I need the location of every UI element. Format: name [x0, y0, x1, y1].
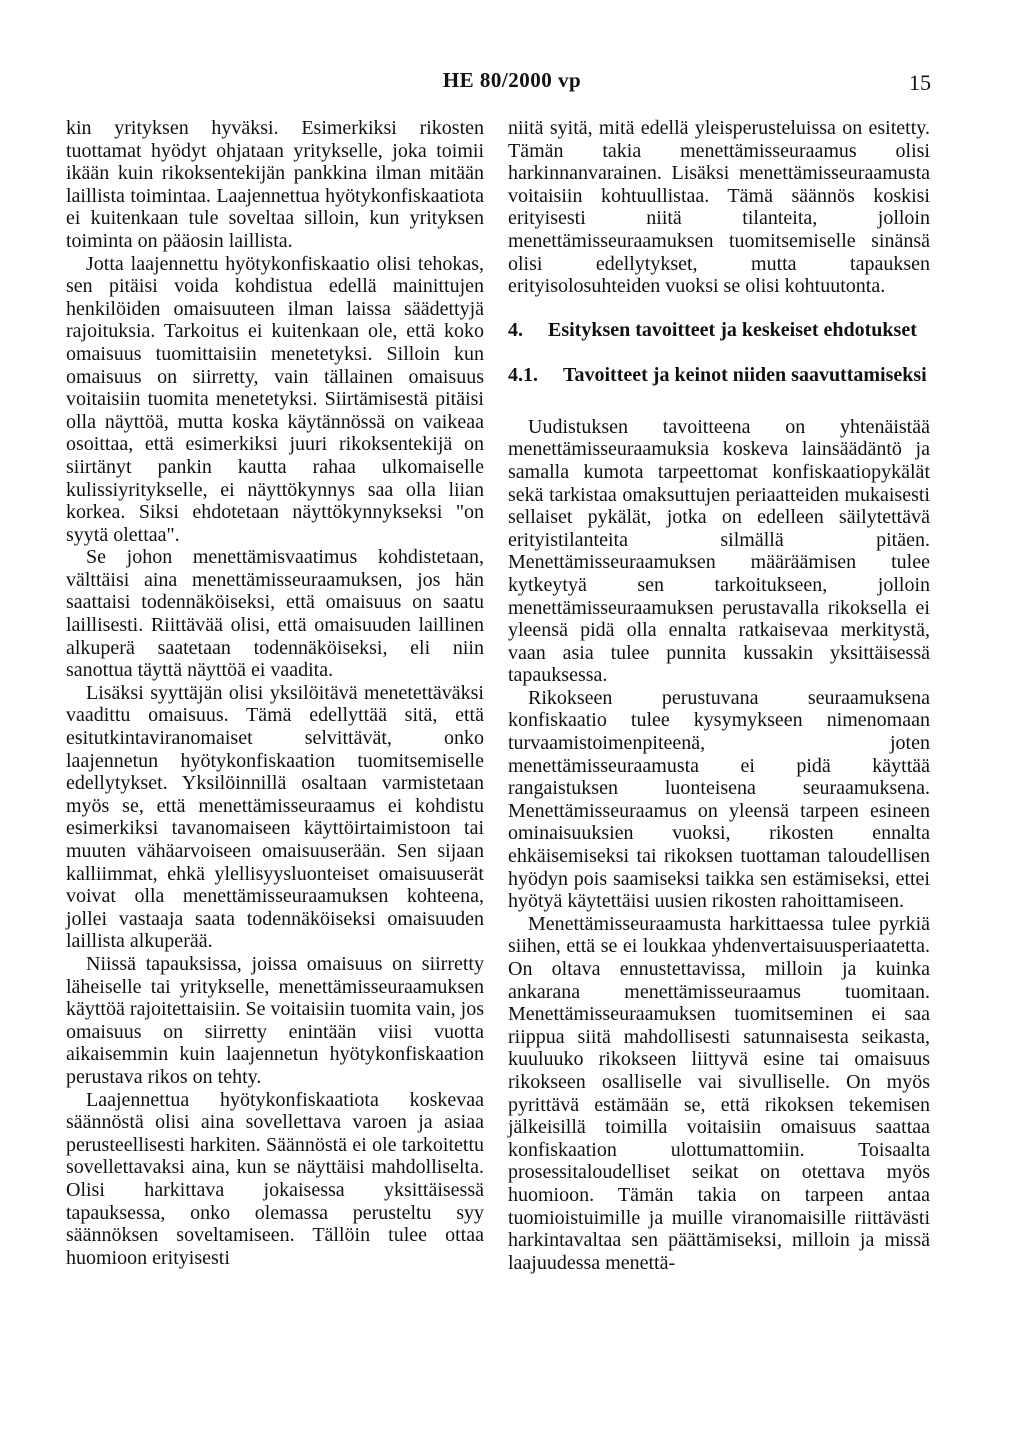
paragraph: Jotta laajennettu hyötykonfiskaatio olisi tehokas, sen pitäisi voida kohdistua edellä mainittujen henkilöiden omaisuuteen ilman laissa säädettyjä rajoituksia. Tarkoitus ei kuitenkaan ole, että koko omaisuus tuomittaisiin menetetyksi. Silloin kun omaisuus on siirretty, vain tällainen omaisuus voitaisiin tuomita menetetyksi. Siirtämisestä pitäisi olla näyttöä, mutta koska käytännössä on vaikeaa osoittaa, että esimerkiksi juuri rikoksentekijä on siirtänyt pankin kautta rahaa ulkomaiselle kulissiyritykselle, ei näyttökynnys saa olla liian korkea. Siksi ehdotetaan näyttökynnykseksi "on syytä olettaa". [66, 252, 484, 546]
section-heading [508, 319, 930, 342]
page-number: 15 [909, 70, 931, 95]
subsection-number: 4.1. [508, 363, 538, 386]
paragraph: Laajennettua hyötykonfiskaatiota koskevaa säännöstä olisi aina sovellettava varoen ja asiaa perusteellisesti harkiten. Säännöstä ei ole tarkoitettu sovellettavaksi aina, kun se näyttäisi mahdolliselta. Olisi harkittava jokaisessa yksittäisessä tapauksessa, onko olemassa perusteltu syy säännöksen soveltamiseen. Tällöin tulee ottaa huomioon erityisesti [66, 1088, 484, 1269]
paragraph: Lisäksi syyttäjän olisi yksilöitävä menetettäväksi vaadittu omaisuus. Tämä edellyttää sitä, että esitutkintaviranomaiset selvittävät, onko laajennetun hyötykonfiskaation tuomitsemiselle edellytykset. Yksilöinnillä osaltaan varmistetaan myös se, että menettämisseuraamus ei kohdistu esimerkiksi tavanomaiseen käyttöirtaimistoon tai muuten vähäarvoiseen omaisuuserään. Sen sijaan kalliimmat, ehkä ylellisyysluonteiset omaisuuserät voivat olla menettämisseuraamuksen kohteena, jollei vastaaja saata todennäköiseksi omaisuuden laillista alkuperää. [66, 681, 484, 953]
paragraph: Se johon menettämisvaatimus kohdistetaan, välttäisi aina menettämisseuraamuksen, jos hän saattaisi todennäköiseksi, että omaisuus on saatu laillisesti. Riittävää olisi, että omaisuuden laillinen alkuperä saatetaan todennäköiseksi, eli niin sanottua täyttä näyttöä ei vaadita. [66, 546, 484, 682]
left-column [66, 117, 484, 1269]
section-number: 4. [508, 318, 523, 341]
right-column [508, 117, 930, 1274]
page-header-title: HE 80/2000 vp [442, 68, 582, 92]
paragraph: Niissä tapauksissa, joissa omaisuus on siirretty läheiselle tai yritykselle, menettämisseuraamuksen käyttöä rajoitettaisiin. Se voitaisiin tuomita vain, jos omaisuus on siirretty enintään viisi vuotta aikaisemmin kuin laajennetun hyötykonfiskaation perustava rikos on tehty. [66, 952, 484, 1088]
paragraph: Menettämisseuraamusta harkittaessa tulee pyrkiä siihen, että se ei loukkaa yhdenvertaisuusperiaatetta. On oltava ennustettavissa, milloin ja kuinka ankarana menettämisseuraamus tuomitaan. Menettämisseuraamuksen tuomitseminen ei saa riippua siitä mahdollisesti satunnaisesta seikasta, kuuluuko rikokseen liittyvä esine tai omaisuus rikokseen osalliselle vai sivulliselle. On myös pyrittävä estämään se, että rikoksen tekemisen jälkeisillä toimilla voitaisiin omaisuus saattaa konfiskaation ulottumattomiin. Toisaalta prosessitaloudelliset seikat on otettava myös huomioon. Tämän takia on tarpeen antaa tuomioistuimille ja muille viranomaisille riittävästi harkintavaltaa sen päättämiseksi, milloin ja missä laajuudessa menettä- [508, 912, 930, 1274]
paragraph: kin yrityksen hyväksi. Esimerkiksi rikosten tuottamat hyödyt ohjataan yritykselle, joka toimii ikään kuin rikoksentekijän pankkina ilman mitään laillista toimintaa. Laajennettua hyötykonfiskaatiota ei kuitenkaan tule soveltaa silloin, kun yrityksen toiminta on pääosin laillista. [66, 117, 484, 252]
paragraph: niitä syitä, mitä edellä yleisperusteluissa on esitetty. Tämän takia menettämisseuraamus olisi harkinnanvarainen. Lisäksi menettämisseuraamusta voitaisiin kohtuullistaa. Tämä säännös koskisi erityisesti niitä tilanteita, jolloin menettämisseuraamuksen tuomitsemiselle sinänsä olisi edellytykset, mutta tapauksen erityisolosuhteiden vuoksi se olisi kohtuutonta. [508, 117, 930, 298]
paragraph: Uudistuksen tavoitteena on yhtenäistää menettämisseuraamuksia koskeva lainsäädäntö ja samalla kumota tarpeettomat konfiskaatiopykälät sekä tarkistaa omaksuttujen periaatteiden mukaisesti sellaiset pykälät, jotka on edelleen säilytettävä erityistilanteita silmällä pitäen. Menettämisseuraamuksen määräämisen tulee kytkeytyä sen tarkoitukseen, jolloin menettämisseuraamuksen perustavalla rikoksella ei yleensä pidä olla ennalta ratkaisevaa merkitystä, vaan asia tulee punnita kussakin yksittäisessä tapauksessa. [508, 415, 930, 687]
subsection-title: Tavoitteet ja keinot niiden saavuttamiseksi [563, 363, 927, 386]
subsection-heading [508, 364, 930, 387]
section-title: Esityksen tavoitteet ja keskeiset ehdotukset [548, 318, 917, 341]
paragraph: Rikokseen perustuvana seuraamuksena konfiskaatio tulee kysymykseen nimenomaan turvaamistoimenpiteenä, joten menettämisseuraamusta ei pidä käyttää rangaistuksen luonteisena seuraamuksena. Menettämisseuraamus on yleensä tarpeen esineen ominaisuuksien vuoksi, rikosten ennalta ehkäisemiseksi tai rikoksen tuottaman taloudellisen hyödyn pois saamiseksi taikka sen estämiseksi, ettei hyötyä käytettäisi uusien rikosten rahoittamiseen. [508, 686, 930, 913]
